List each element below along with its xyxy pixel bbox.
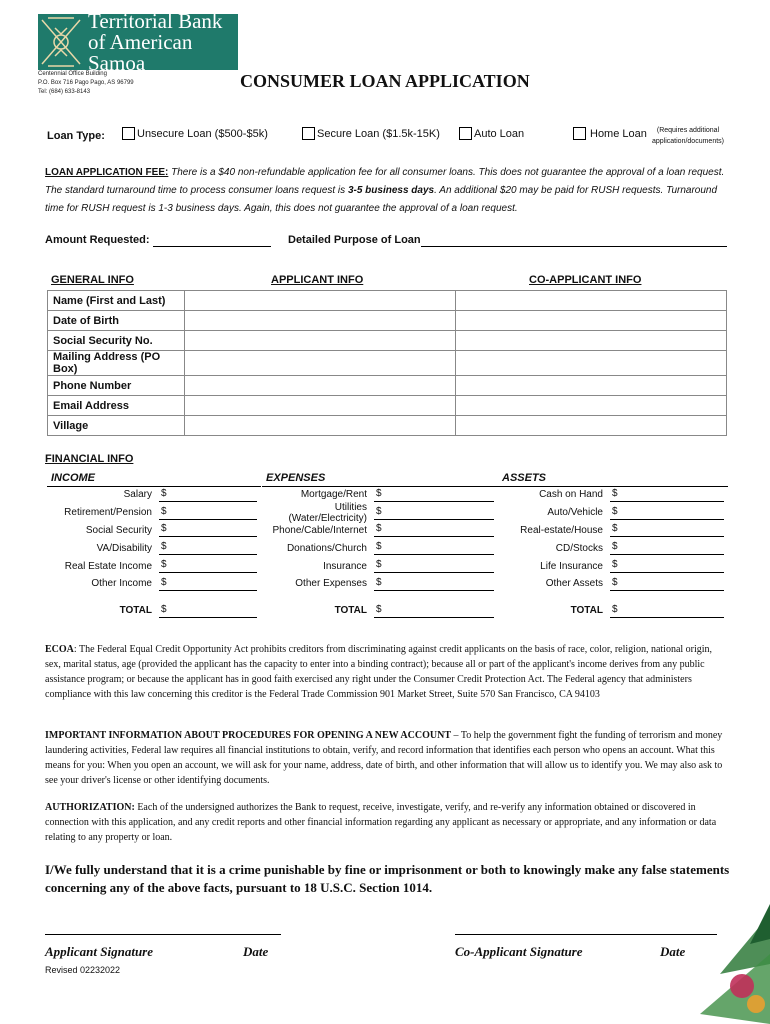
bank-address: Centennial Office Building P.O. Box 716 Pago Pago, AS 96799 Tel: (684) 633-8143 bbox=[38, 71, 134, 95]
expenses-total-label: TOTAL bbox=[334, 605, 367, 617]
expenses-label: Utilities (Water/Electricity) bbox=[288, 501, 367, 524]
co-applicant-field[interactable] bbox=[456, 416, 727, 436]
expenses-row bbox=[262, 557, 494, 575]
general-info-label: Name (First and Last) bbox=[48, 291, 185, 311]
co-applicant-field[interactable] bbox=[456, 311, 727, 331]
assets-label: Cash on Hand bbox=[539, 489, 603, 501]
assets-label: Other Assets bbox=[545, 578, 603, 590]
applicant-field[interactable] bbox=[185, 291, 456, 311]
assets-header: ASSETS bbox=[498, 472, 728, 487]
applicant-date-label: Date bbox=[243, 944, 269, 959]
assets-amount-field[interactable]: $ bbox=[610, 506, 724, 520]
general-info-row bbox=[48, 396, 727, 416]
financial-info-title: FINANCIAL INFO bbox=[45, 453, 134, 465]
general-info-row bbox=[48, 351, 727, 376]
applicant-field[interactable] bbox=[185, 396, 456, 416]
income-row bbox=[47, 575, 257, 593]
income-label: VA/Disability bbox=[96, 542, 152, 554]
expenses-amount-field[interactable]: $ bbox=[374, 488, 494, 502]
loan-option-unsecure[interactable]: Unsecure Loan ($500-$5k) bbox=[122, 127, 268, 140]
general-info-header: GENERAL INFO bbox=[51, 274, 134, 286]
loan-fee-notice: LOAN APPLICATION FEE: There is a $40 non-refundable application fee for all consumer loans. This does not guarantee the approval of a loan request. The standard turnaround time to process consumer loans request is 3-5 business days. An additional $20 may be paid for RUSH requests. Turnaround time for RUSH request is 1-3 business days. Again, this does not guarantee the approval of a loan request. bbox=[45, 167, 725, 214]
expenses-label: Phone/Cable/Internet bbox=[272, 524, 367, 536]
applicant-field[interactable] bbox=[185, 416, 456, 436]
revision-date: Revised 02232022 bbox=[45, 965, 121, 975]
income-label: Retirement/Pension bbox=[64, 507, 152, 519]
assets-column bbox=[498, 486, 724, 620]
expenses-total-row bbox=[262, 602, 494, 620]
co-applicant-field[interactable] bbox=[456, 396, 727, 416]
co-applicant-signature-line[interactable] bbox=[455, 933, 717, 935]
false-statement-warning: I/We fully understand that it is a crime punishable by fine or imprisonment or both to knowingly make any false statements concerning any of the above facts, pursuant to 18 U.S.C. Section 1014. bbox=[45, 862, 730, 895]
checkbox[interactable] bbox=[573, 127, 586, 140]
co-applicant-field[interactable] bbox=[456, 331, 727, 351]
assets-row bbox=[498, 575, 724, 593]
home-loan-note: (Requires additional application/documents) bbox=[652, 127, 724, 145]
decorative-flower-corner bbox=[690, 904, 770, 1024]
applicant-field[interactable] bbox=[185, 311, 456, 331]
income-label: Other Income bbox=[91, 578, 152, 590]
expenses-row bbox=[262, 522, 494, 540]
income-amount-field[interactable]: $ bbox=[159, 559, 257, 573]
applicant-field[interactable] bbox=[185, 376, 456, 396]
general-info-row bbox=[48, 416, 727, 436]
expenses-amount-field[interactable]: $ bbox=[374, 577, 494, 591]
general-info-label: Date of Birth bbox=[48, 311, 185, 331]
general-info-row bbox=[48, 311, 727, 331]
loan-purpose: Detailed Purpose of Loan bbox=[288, 234, 727, 247]
expenses-label: Other Expenses bbox=[295, 578, 367, 590]
co-applicant-signature-label: Co-Applicant Signature bbox=[455, 944, 583, 959]
applicant-signature-line[interactable] bbox=[45, 933, 281, 935]
logo-line-1: Territorial Bank bbox=[88, 14, 223, 33]
assets-row bbox=[498, 557, 724, 575]
income-amount-field[interactable]: $ bbox=[159, 523, 257, 537]
general-info-row bbox=[48, 331, 727, 351]
applicant-field[interactable] bbox=[185, 351, 456, 376]
assets-amount-field[interactable]: $ bbox=[610, 523, 724, 537]
loan-purpose-field[interactable] bbox=[421, 234, 727, 247]
tapa-pattern-icon bbox=[38, 14, 84, 70]
co-applicant-info-header: CO-APPLICANT INFO bbox=[529, 274, 642, 286]
assets-row bbox=[498, 504, 724, 522]
amount-requested: Amount Requested: bbox=[45, 234, 271, 247]
assets-amount-field[interactable]: $ bbox=[610, 488, 724, 502]
assets-total-label: TOTAL bbox=[570, 605, 603, 617]
income-column bbox=[47, 486, 257, 620]
general-info-label: Village bbox=[48, 416, 185, 436]
income-total-row bbox=[47, 602, 257, 620]
income-header: INCOME bbox=[47, 472, 261, 487]
form-title: CONSUMER LOAN APPLICATION bbox=[240, 71, 530, 91]
amount-requested-field[interactable] bbox=[153, 234, 271, 247]
income-amount-field[interactable]: $ bbox=[159, 577, 257, 591]
income-row bbox=[47, 557, 257, 575]
assets-row bbox=[498, 486, 724, 504]
checkbox[interactable] bbox=[459, 127, 472, 140]
general-info-label: Phone Number bbox=[48, 376, 185, 396]
expenses-row bbox=[262, 539, 494, 557]
expenses-label: Insurance bbox=[323, 560, 367, 572]
general-info-label: Mailing Address (PO Box) bbox=[48, 351, 185, 376]
expenses-amount-field[interactable]: $ bbox=[374, 541, 494, 555]
general-info-row bbox=[48, 291, 727, 311]
assets-row bbox=[498, 522, 724, 540]
expenses-amount-field[interactable]: $ bbox=[374, 559, 494, 573]
general-info-table bbox=[47, 290, 727, 436]
income-total-field[interactable]: $ bbox=[159, 604, 257, 618]
general-info-label: Social Security No. bbox=[48, 331, 185, 351]
assets-label: Real-estate/House bbox=[520, 524, 603, 536]
income-label: Real Estate Income bbox=[64, 560, 152, 572]
income-amount-field[interactable]: $ bbox=[159, 488, 257, 502]
authorization-paragraph: AUTHORIZATION: Each of the undersigned authorizes the Bank to request, receive, investigate, verify, and re-verify any information obtained or discovered in connection with this application, and any credit reports and other financial information regarding any applicant as necessary or appropriate, and any information or data relating to any property or loan. bbox=[45, 802, 717, 843]
co-applicant-field[interactable] bbox=[456, 376, 727, 396]
loan-option-secure[interactable]: Secure Loan ($1.5k-15K) bbox=[302, 127, 440, 140]
assets-total-row bbox=[498, 602, 724, 620]
loan-type-label: Loan Type: bbox=[47, 130, 105, 142]
income-row bbox=[47, 504, 257, 522]
income-amount-field[interactable]: $ bbox=[159, 506, 257, 520]
important-info-paragraph: IMPORTANT INFORMATION ABOUT PROCEDURES FOR OPENING A NEW ACCOUNT – To help the government fight the funding of terrorism and money laundering activities, Federal law requires all financial institutions to obtain, verify, and record information that identifies each person who opens an account. What this means for you: When you open an account, we will ask for your name, address, date of birth, and other information that will allow us to identify you. We may also ask to see your driver's license or other identifying documents. bbox=[45, 730, 723, 786]
loan-option-auto[interactable]: Auto Loan bbox=[459, 127, 524, 140]
assets-amount-field[interactable]: $ bbox=[610, 541, 724, 555]
co-applicant-field[interactable] bbox=[456, 291, 727, 311]
income-label: Social Security bbox=[85, 524, 152, 536]
co-applicant-date-label: Date bbox=[660, 944, 686, 959]
assets-label: Life Insurance bbox=[540, 560, 603, 572]
checkbox[interactable] bbox=[302, 127, 315, 140]
expenses-label: Mortgage/Rent bbox=[300, 489, 367, 501]
assets-label: Auto/Vehicle bbox=[547, 507, 603, 519]
co-applicant-field[interactable] bbox=[456, 351, 727, 376]
ecoa-paragraph: ECOA: The Federal Equal Credit Opportunity Act prohibits creditors from discriminating against credit applicants on the basis of race, color, religion, national origin, sex, marital status, age (provided the applicant has the capacity to enter into a binding contract); because all or part of the applicant's income derives from any public assistance program; or because the applicant has in good faith exercised any right under the Consumer Credit Protection Act. The Federal agency that administers compliance with this law concerning this creditor is the Federal Trade Commission 901 Market Street, Suite 570 San Francisco, CA 94103 bbox=[45, 644, 713, 700]
logo-line-2: of American Samoa bbox=[88, 29, 193, 70]
assets-label: CD/Stocks bbox=[555, 542, 603, 554]
income-row bbox=[47, 522, 257, 540]
applicant-field[interactable] bbox=[185, 331, 456, 351]
applicant-signature-label: Applicant Signature bbox=[45, 944, 153, 959]
income-total-label: TOTAL bbox=[119, 605, 152, 617]
income-amount-field[interactable]: $ bbox=[159, 541, 257, 555]
income-label: Salary bbox=[123, 489, 152, 501]
expenses-label: Donations/Church bbox=[286, 542, 367, 554]
income-row bbox=[47, 539, 257, 557]
assets-amount-field[interactable]: $ bbox=[610, 577, 724, 591]
general-info-row bbox=[48, 376, 727, 396]
expenses-total-field[interactable]: $ bbox=[374, 604, 494, 618]
expenses-row bbox=[262, 575, 494, 593]
loan-option-home[interactable]: Home Loan bbox=[573, 127, 647, 140]
bank-logo bbox=[38, 14, 238, 70]
general-info-label: Email Address bbox=[48, 396, 185, 416]
assets-amount-field[interactable]: $ bbox=[610, 559, 724, 573]
applicant-info-header: APPLICANT INFO bbox=[271, 274, 364, 286]
assets-row bbox=[498, 539, 724, 557]
expenses-column bbox=[262, 486, 494, 620]
assets-total-field[interactable]: $ bbox=[610, 604, 724, 618]
income-row bbox=[47, 486, 257, 504]
checkbox[interactable] bbox=[122, 127, 135, 140]
expenses-header: EXPENSES bbox=[262, 472, 498, 487]
expenses-row bbox=[262, 501, 494, 524]
expenses-amount-field[interactable]: $ bbox=[374, 506, 494, 520]
expenses-amount-field[interactable]: $ bbox=[374, 523, 494, 537]
